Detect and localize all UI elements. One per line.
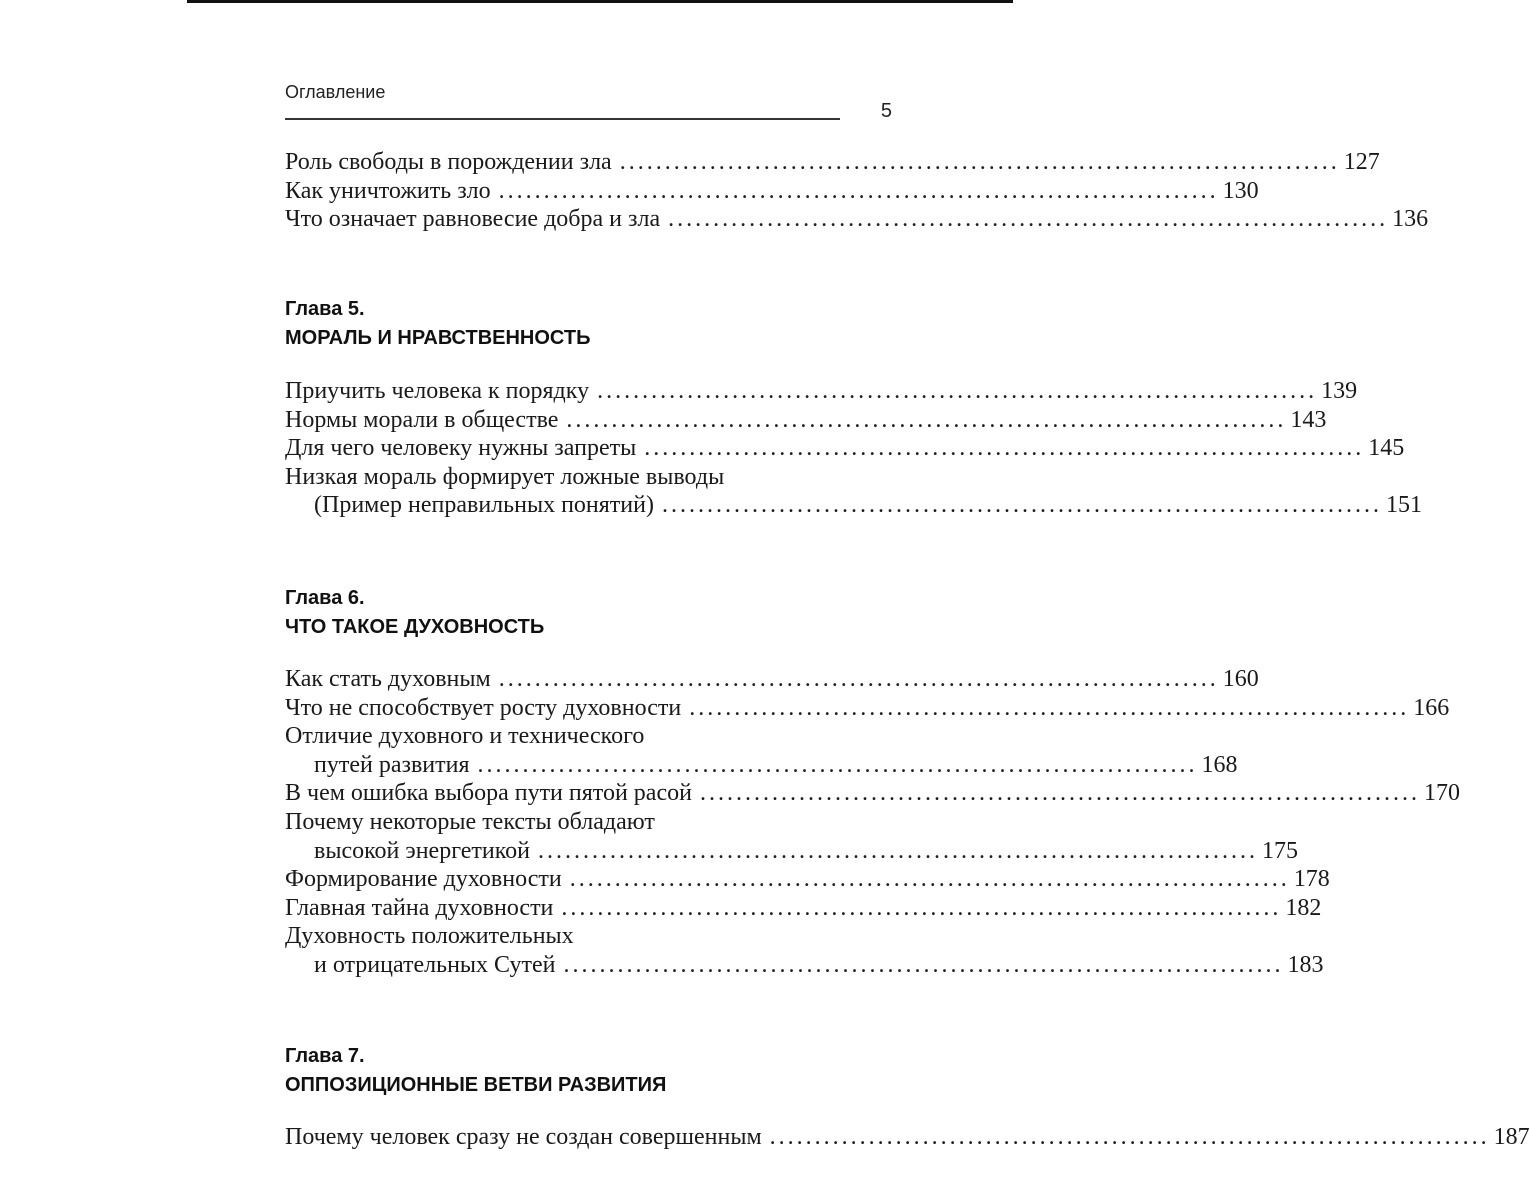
toc-entry-title: Для чего человеку нужны запреты <box>285 435 637 462</box>
toc-entry-page: 182 <box>1285 894 1322 921</box>
toc-entry-page: 183 <box>1287 951 1324 978</box>
leader-dots: ................................................................................ <box>619 149 1340 175</box>
toc-entry-page: 187 <box>1493 1124 1530 1150</box>
toc-entry-page: 151 <box>1385 492 1422 519</box>
chapter-6-label: Глава 6. <box>285 587 365 609</box>
leader-dots: ................................................................................ <box>569 866 1290 893</box>
leader-dots: ................................................................................ <box>597 378 1318 404</box>
toc-entry-title-line2: (Пример неправильных понятий) <box>314 492 654 519</box>
header-rule <box>285 118 840 120</box>
toc-entry-page: 145 <box>1368 435 1405 462</box>
toc-entry-title-line2: и отрицательных Сутей <box>314 951 556 978</box>
chapter-5-title: МОРАЛЬ И НРАВСТВЕННОСТЬ <box>285 327 591 349</box>
toc-entry[interactable] <box>285 694 1450 723</box>
toc-entry-title: Как уничтожить зло <box>285 177 491 204</box>
toc-entry[interactable] <box>285 148 1380 177</box>
toc-entry-page: 127 <box>1343 149 1380 175</box>
toc-entry-title: Нормы морали в обществе <box>285 406 559 433</box>
toc-entry[interactable] <box>285 837 1298 866</box>
toc-entry[interactable] <box>285 205 1429 234</box>
toc-entry[interactable] <box>285 865 1330 894</box>
leader-dots: ................................................................................ <box>699 780 1420 807</box>
toc-entry-page: 166 <box>1413 694 1450 721</box>
top-border-rule <box>187 0 1013 3</box>
toc-entry[interactable] <box>285 377 1358 406</box>
toc-entry-title: Формирование духовности <box>285 866 562 893</box>
toc-entry-page: 130 <box>1222 177 1259 204</box>
toc-entry-page: 175 <box>1262 837 1298 864</box>
toc-entry-page: 170 <box>1423 780 1460 807</box>
toc-entry-title-line2: путей развития <box>314 751 470 778</box>
toc-entry-page: 136 <box>1392 206 1429 233</box>
toc-entry-title-line1[interactable]: Низкая мораль формирует ложные выводы <box>285 463 725 490</box>
toc-entry[interactable] <box>285 894 1322 923</box>
toc-entry-title-line1[interactable]: Духовность положительных <box>285 923 574 950</box>
toc-list-continued <box>285 148 1429 234</box>
toc-entry[interactable] <box>285 491 1422 520</box>
leader-dots: ................................................................................ <box>477 751 1198 778</box>
toc-entry[interactable] <box>285 1123 1530 1152</box>
toc-entry[interactable] <box>285 434 1405 463</box>
leader-dots: ................................................................................ <box>561 894 1282 921</box>
chapter-6-toc <box>285 665 1460 980</box>
chapter-5-label: Глава 5. <box>285 298 365 320</box>
toc-entry-title: Приучить человека к порядку <box>285 378 590 404</box>
leader-dots: ................................................................................ <box>668 206 1389 233</box>
chapter-7-title: ОППОЗИЦИОННЫЕ ВЕТВИ РАЗВИТИЯ <box>285 1074 667 1096</box>
toc-entry-title: Что означает равновесие добра и зла <box>285 206 661 233</box>
toc-entry-title-line2: высокой энергетикой <box>314 837 530 864</box>
toc-entry[interactable] <box>285 779 1460 808</box>
toc-entry-page: 143 <box>1290 406 1327 433</box>
toc-entry-title: Роль свободы в порождении зла <box>285 149 612 175</box>
toc-entry-title-line1[interactable]: Почему некоторые тексты обладают <box>285 808 655 835</box>
leader-dots: ................................................................................ <box>769 1124 1490 1150</box>
page-number: 5 <box>880 100 892 122</box>
chapter-6-title: ЧТО ТАКОЕ ДУХОВНОСТЬ <box>285 616 545 638</box>
toc-entry[interactable] <box>285 665 1259 694</box>
toc-entry-title-line1[interactable]: Отличие духовного и технического <box>285 723 645 750</box>
leader-dots: ................................................................................ <box>538 837 1258 864</box>
leader-dots: ................................................................................ <box>498 177 1219 204</box>
toc-entry-title: Главная тайна духовности <box>285 894 554 921</box>
toc-entry-title: В чем ошибка выбора пути пятой расой <box>285 780 692 807</box>
toc-entry[interactable] <box>285 406 1327 435</box>
chapter-7-toc <box>285 1123 1530 1152</box>
toc-entry-page: 168 <box>1201 751 1238 778</box>
toc-entry-title: Как стать духовным <box>285 666 491 692</box>
leader-dots: ................................................................................ <box>689 694 1410 721</box>
leader-dots: ................................................................................ <box>498 666 1219 692</box>
toc-entry[interactable] <box>285 177 1259 206</box>
toc-entry[interactable] <box>285 951 1324 980</box>
toc-entry-page: 139 <box>1321 378 1358 404</box>
toc-entry-title: Почему человек сразу не создан совершенным <box>285 1124 762 1150</box>
toc-entry-title: Что не способствует росту духовности <box>285 694 682 721</box>
leader-dots: ................................................................................ <box>563 951 1284 978</box>
toc-entry-page: 178 <box>1293 866 1330 893</box>
toc-entry-page: 160 <box>1222 666 1259 692</box>
leader-dots: ................................................................................ <box>644 435 1365 462</box>
running-head: Оглавление <box>285 82 386 102</box>
chapter-7-label: Глава 7. <box>285 1045 365 1067</box>
leader-dots: ................................................................................ <box>566 406 1287 433</box>
toc-entry[interactable] <box>285 751 1238 780</box>
chapter-5-toc <box>285 377 1422 520</box>
leader-dots: ................................................................................ <box>661 492 1382 519</box>
